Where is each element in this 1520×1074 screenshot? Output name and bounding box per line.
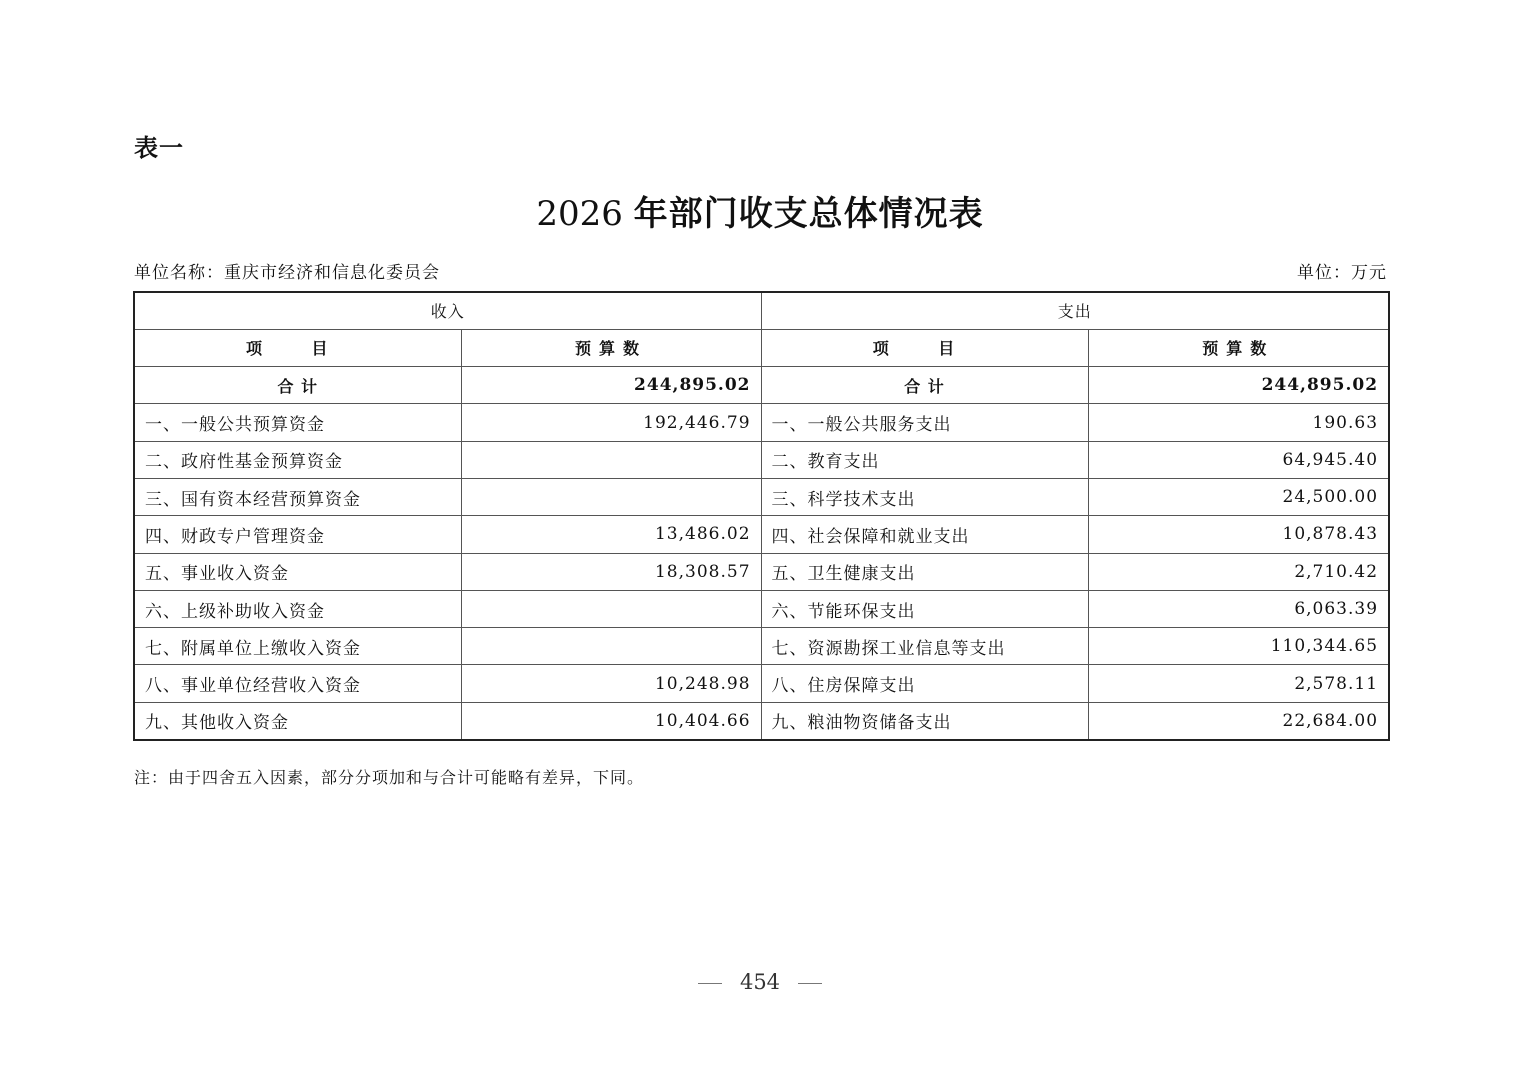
income-section-header: 收入 [134,292,761,329]
income-value: 13,486.02 [461,516,761,553]
expense-item: 五、卫生健康支出 [761,553,1088,590]
expense-value: 24,500.00 [1088,478,1389,515]
income-value [461,628,761,665]
column-header-row [134,329,1389,366]
page-title [0,186,1520,235]
footnote: 注：由于四舍五入因素，部分分项加和与合计可能略有差异，下同。 [134,768,645,787]
income-value [461,478,761,515]
table-row [134,441,1389,478]
expense-item: 三、科学技术支出 [761,478,1088,515]
page-number: 454 [739,970,781,994]
expense-total-label: 合 计 [761,367,1088,404]
expense-value: 190.63 [1088,404,1389,441]
income-item: 八、事业单位经营收入资金 [134,665,461,702]
footer-dash-left [698,983,722,984]
expense-item: 六、节能环保支出 [761,590,1088,627]
expense-value: 110,344.65 [1088,628,1389,665]
expense-item: 八、住房保障支出 [761,665,1088,702]
expense-value: 6,063.39 [1088,590,1389,627]
table-row [134,628,1389,665]
expense-item: 二、教育支出 [761,441,1088,478]
title-text: 年部门收支总体情况表 [633,194,984,234]
section-header-row [134,292,1389,329]
expense-value: 10,878.43 [1088,516,1389,553]
expense-item: 四、社会保障和就业支出 [761,516,1088,553]
table-row [134,665,1389,702]
table-row [134,590,1389,627]
page-footer [0,970,1520,994]
expense-item: 一、一般公共服务支出 [761,404,1088,441]
expense-item-header: 项 目 [761,329,1088,366]
expense-budget-header: 预算数 [1088,329,1389,366]
income-total-label: 合 计 [134,367,461,404]
table-row [134,516,1389,553]
table-label: 表一 [134,134,184,162]
income-value: 10,404.66 [461,702,761,739]
income-item: 七、附属单位上缴收入资金 [134,628,461,665]
income-item: 二、政府性基金预算资金 [134,441,461,478]
expense-section-header: 支出 [761,292,1389,329]
income-value: 192,446.79 [461,404,761,441]
expense-value: 64,945.40 [1088,441,1389,478]
title-year: 2026 [536,194,623,234]
income-item: 九、其他收入资金 [134,702,461,739]
income-item: 一、一般公共预算资金 [134,404,461,441]
income-item: 三、国有资本经营预算资金 [134,478,461,515]
income-item: 五、事业收入资金 [134,553,461,590]
income-value [461,441,761,478]
income-item: 四、财政专户管理资金 [134,516,461,553]
income-value [461,590,761,627]
table-row [134,702,1389,739]
table-row [134,478,1389,515]
expense-item: 七、资源勘探工业信息等支出 [761,628,1088,665]
budget-table [133,291,1390,741]
income-item-header: 项 目 [134,329,461,366]
expense-value: 22,684.00 [1088,702,1389,739]
income-budget-header: 预算数 [461,329,761,366]
expense-total-value: 244,895.02 [1088,367,1389,404]
table-row [134,553,1389,590]
expense-value: 2,710.42 [1088,553,1389,590]
total-row [134,367,1389,404]
expense-value: 2,578.11 [1088,665,1389,702]
table-row [134,404,1389,441]
unit-of-measure: 单位：万元 [1297,263,1387,283]
income-total-value: 244,895.02 [461,367,761,404]
unit-name: 单位名称：重庆市经济和信息化委员会 [134,263,440,283]
income-value: 18,308.57 [461,553,761,590]
income-item: 六、上级补助收入资金 [134,590,461,627]
expense-item: 九、粮油物资储备支出 [761,702,1088,739]
income-value: 10,248.98 [461,665,761,702]
footer-dash-right [798,983,822,984]
